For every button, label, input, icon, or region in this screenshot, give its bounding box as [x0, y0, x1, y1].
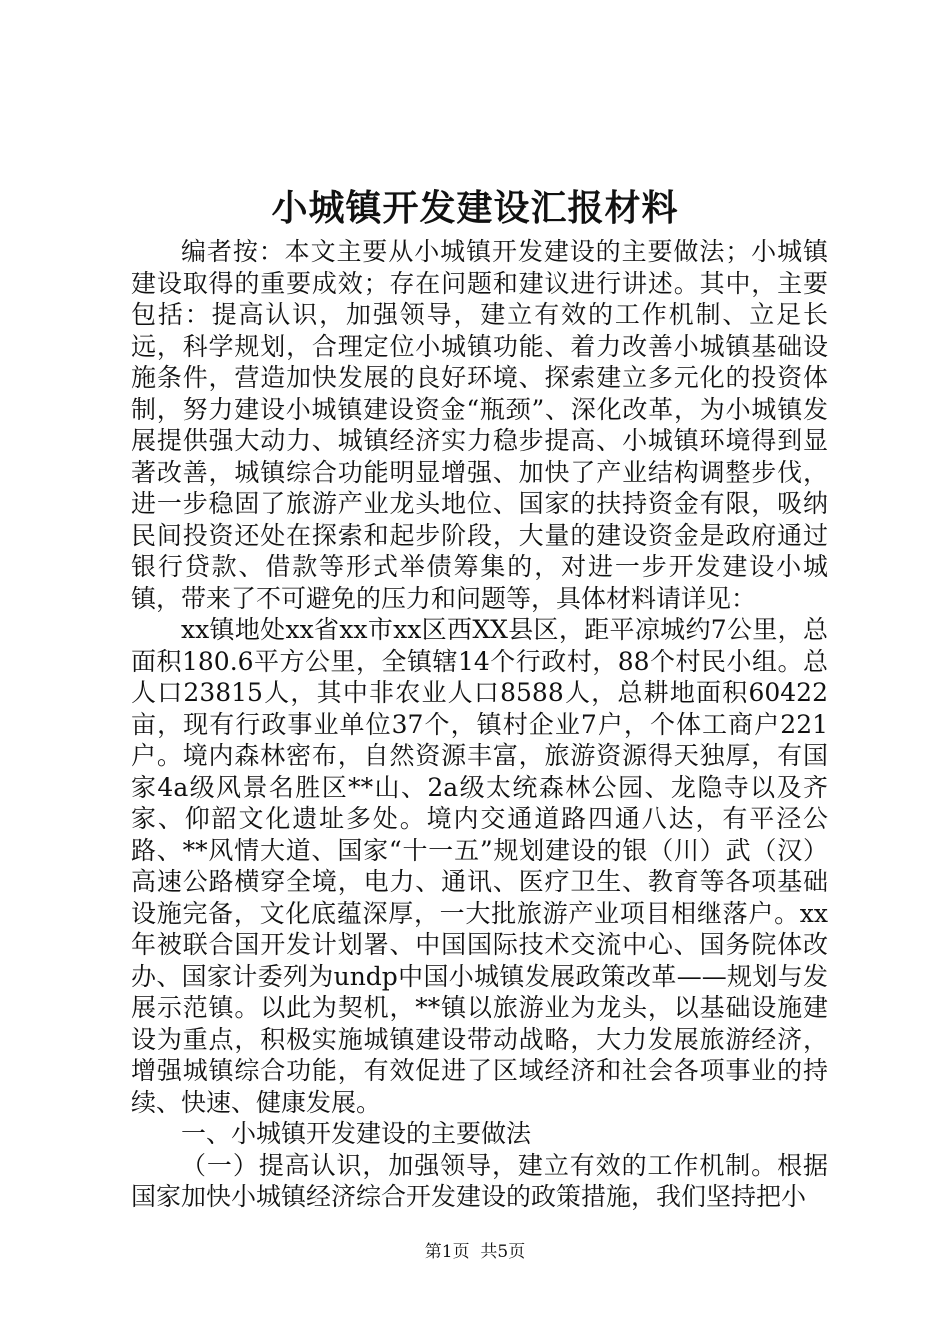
page-total: 共5页 — [480, 1242, 526, 1262]
page-number: 第1页 — [424, 1242, 470, 1262]
subsection-paragraph: （一）提高认识，加强领导，建立有效的工作机制。根据国家加快小城镇经济综合开发建设的政策措施，我们坚持把小 — [131, 1150, 828, 1211]
page-footer — [0, 1241, 950, 1263]
document-body — [131, 236, 828, 1213]
town-overview-paragraph: xx镇地处xx省xx市xx区西XX县区，距平凉城约7公里，总面积180.6平方公里，全镇辖14个行政村，88个村民小组。总人口23815人，其中非农业人口8588人，总耕地面积60422亩，现有行政事业单位37个，镇村企业7户，个体工商户221户。境内森林密布，自然资源丰富，旅游资源得天独厚，有国家4a级风景名胜区**山、2a级太统森林公园、龙隐寺以及齐家、仰韶文化遗址多处。境内交通道路四通八达，有平泾公路、**风情大道、国家“十一五”规划建设的银（川）武（汉）高速公路横穿全境，电力、通讯、医疗卫生、教育等各项基础设施完备，文化底蕴深厚，一大批旅游产业项目相继落户。xx年被联合国开发计划署、中国国际技术交流中心、国务院体改办、国家计委列为undp中国小城镇发展政策改革——规划与发展示范镇。以此为契机，**镇以旅游业为龙头，以基础设施建设为重点，积极实施城镇建设带动战略，大力发展旅游经济，增强城镇综合功能，有效促进了区域经济和社会各项事业的持续、快速、健康发展。 — [131, 615, 828, 1117]
section-heading: 一、小城镇开发建设的主要做法 — [181, 1119, 532, 1148]
editor-note-paragraph: 编者按：本文主要从小城镇开发建设的主要做法；小城镇建设取得的重要成效；存在问题和建议进行讲述。其中，主要包括：提高认识，加强领导，建立有效的工作机制、立足长远，科学规划，合理定位小城镇功能、着力改善小城镇基础设施条件，营造加快发展的良好环境、探索建立多元化的投资体制，努力建设小城镇建设资金“瓶颈”、深化改革，为小城镇发展提供强大动力、城镇经济实力稳步提高、小城镇环境得到显著改善，城镇综合功能明显增强、加快了产业结构调整步伐，进一步稳固了旅游产业龙头地位、国家的扶持资金有限，吸纳民间投资还处在探索和起步阶段，大量的建设资金是政府通过银行贷款、借款等形式举债筹集的，对进一步开发建设小城镇，带来了不可避免的压力和问题等，具体材料请详见： — [131, 237, 828, 613]
document-title: 小城镇开发建设汇报材料 — [271, 187, 679, 229]
